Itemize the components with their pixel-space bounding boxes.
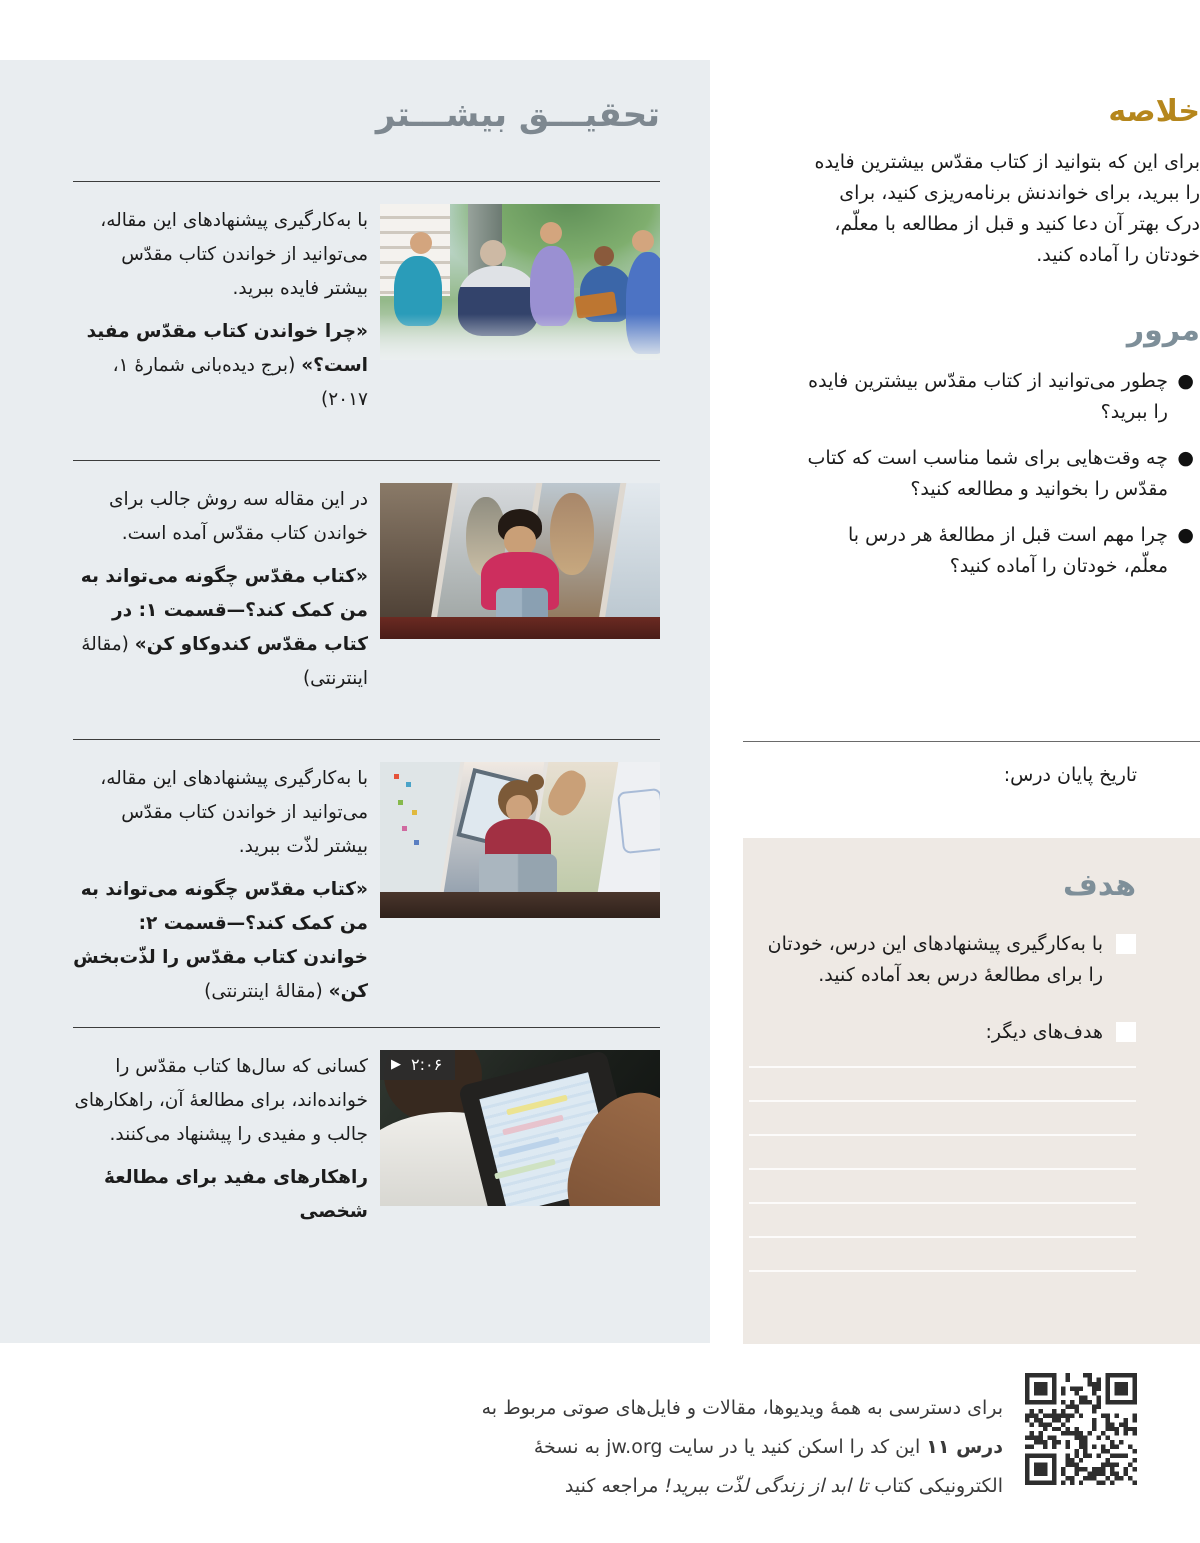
reader-head [480,240,506,266]
research-item [73,181,660,460]
open-book-shape [479,854,557,896]
footer-note [481,1389,1003,1506]
research-item-text [73,483,368,721]
write-line [749,1236,1136,1238]
summary-text: برای این که بتوانید از کتاب مقدّس بیشترین فایده را ببرید، برای خواندنش برنامه‌ریزی کنید، برای درک بهتر آن دعا کنید و قبل از مطالعه با معلّم، خودتان را آماده کنید. [814,151,1200,266]
whiteboard-notes-dots [394,774,399,779]
people-reading-park-photo [380,204,660,360]
footer-note-paragraph [481,1389,1003,1506]
research-item-text [73,762,368,1009]
summary-review-block [806,94,1200,582]
article-source: (برج دیده‌بانی شمارهٔ ۱، ۲۰۱۷) [112,354,368,410]
play-icon: ▶ [391,1056,401,1072]
summary-heading: خلاصه [1108,94,1200,129]
research-item [73,460,660,739]
review-question-list [806,366,1200,582]
drawing-scribble-shape [617,787,660,853]
research-item-description: کسانی که سال‌ها کتاب مقدّس را خوانده‌اند، برای مطالعهٔ آن، راهکارهای جالب و مفیدی را پیشنهاد می‌کنند. [74,1055,368,1145]
footer-text-part: این کد را اسکن کنید یا در سایت jw.org به نسخهٔ الکترونیکی [533,1436,1003,1497]
reader-head [540,222,562,244]
write-line [749,1202,1136,1204]
goal-item-text: هدف‌های دیگر: [985,1021,1103,1043]
bullet-icon: ● [1177,447,1194,469]
photo-mist-overlay [380,314,660,360]
video-duration-badge [380,1050,455,1080]
review-heading: مرور [1126,313,1200,348]
checkbox-icon [1116,934,1136,954]
write-line [749,1066,1136,1068]
research-item-description: در این مقاله سه روش جالب برای خواندن کتاب مقدّس آمده است. [108,488,368,544]
reader-head [632,230,654,252]
video-thumbnail-photo [380,1050,660,1206]
footer-qr-section [481,1373,1137,1506]
bible-scenes-collage-photo [380,483,660,639]
write-line [749,1270,1136,1272]
lesson-number: درس ۱۱ [926,1436,1003,1458]
desk-shape [380,892,660,918]
table-shape [380,617,660,639]
bullet-icon: ● [1177,370,1194,392]
write-line [749,1100,1136,1102]
research-item-text [73,204,368,442]
research-item-title [73,560,368,696]
video-title: راهکارهای مفید برای مطالعهٔ شخصی [103,1166,368,1222]
review-question [806,366,1200,428]
research-item [73,739,660,1027]
goal-heading: هدف [1063,868,1136,903]
article-source: (مقالهٔ اینترنتی) [81,633,368,689]
research-panel [0,60,710,1343]
footer-text-part: مراجعه کنید [564,1475,665,1497]
goal-item [749,1017,1136,1048]
research-item-description: با به‌کارگیری پیشنهادهای این مقاله، می‌توانید از خواندن کتاب مقدّس بیشتر لذّت ببرید. [100,767,368,857]
write-line [749,1168,1136,1170]
qr-code [1025,1373,1137,1489]
book-title: تا ابد از زندگی لذّت ببرید! [664,1475,869,1497]
article-title: «چرا خواندن کتاب مقدّس مفید است؟» [86,320,368,376]
research-item-description: با به‌کارگیری پیشنهادهای این مقاله، می‌توانید از خواندن کتاب مقدّس بیشتر فایده ببرید. [100,209,368,299]
open-book-shape [496,588,548,618]
woman-face-shape [506,795,532,822]
research-item-text [73,1050,368,1288]
research-item-title [73,315,368,417]
footer-text-part: برای دسترسی به همهٔ ویدیوها، مقالات و فایل‌های صوتی مربوط به [481,1397,1003,1419]
goal-box [743,838,1200,1344]
write-line [749,1134,1136,1136]
research-item-title [73,873,368,1009]
reader-head [594,246,614,266]
bible-character-figure [550,493,594,575]
section-divider [743,741,1200,742]
study-methods-collage-photo [380,762,660,918]
research-item-title [73,1161,368,1229]
goal-item [749,929,1136,991]
checkbox-icon [1116,1022,1136,1042]
completion-date-label: تاریخ پایان درس: [1003,764,1137,786]
goal-write-lines [749,1066,1136,1272]
woman-hair-bun-shape [528,774,544,790]
research-panel-title: تحقیـــق بیشـــتر [375,95,660,135]
bullet-icon: ● [1177,524,1194,546]
qr-code-image [1025,1373,1137,1485]
review-question [806,520,1200,582]
review-question-text: چرا مهم است قبل از مطالعهٔ هر درس با معلّم، خودتان را آماده کنید؟ [847,524,1168,577]
lesson-sidebar [743,60,1200,1510]
reader-head [410,232,432,254]
article-source: (مقالهٔ اینترنتی) [204,980,329,1002]
article-title: «کتاب مقدّس چگونه می‌تواند به من کمک کند؟—قسمت ۲: خواندن کتاب مقدّس را لذّت‌بخش کن» [73,878,368,1002]
goal-item-text: با به‌کارگیری پیشنهادهای این درس، خودتان را برای مطالعهٔ درس بعد آماده کنید. [767,933,1103,986]
research-item [73,1027,660,1306]
footer-text-part: کتاب [868,1475,913,1497]
article-title: «کتاب مقدّس چگونه می‌تواند به من کمک کند؟—قسمت ۱: در کتاب مقدّس کندوکاو کن» [80,565,368,655]
video-duration: ۲:۰۶ [411,1054,443,1074]
review-question-text: چه وقت‌هایی برای شما مناسب است که کتاب مقدّس را بخوانید و مطالعه کنید؟ [807,447,1168,500]
review-question [806,443,1200,505]
review-question-text: چطور می‌توانید از کتاب مقدّس بیشترین فایده را ببرید؟ [808,370,1168,423]
